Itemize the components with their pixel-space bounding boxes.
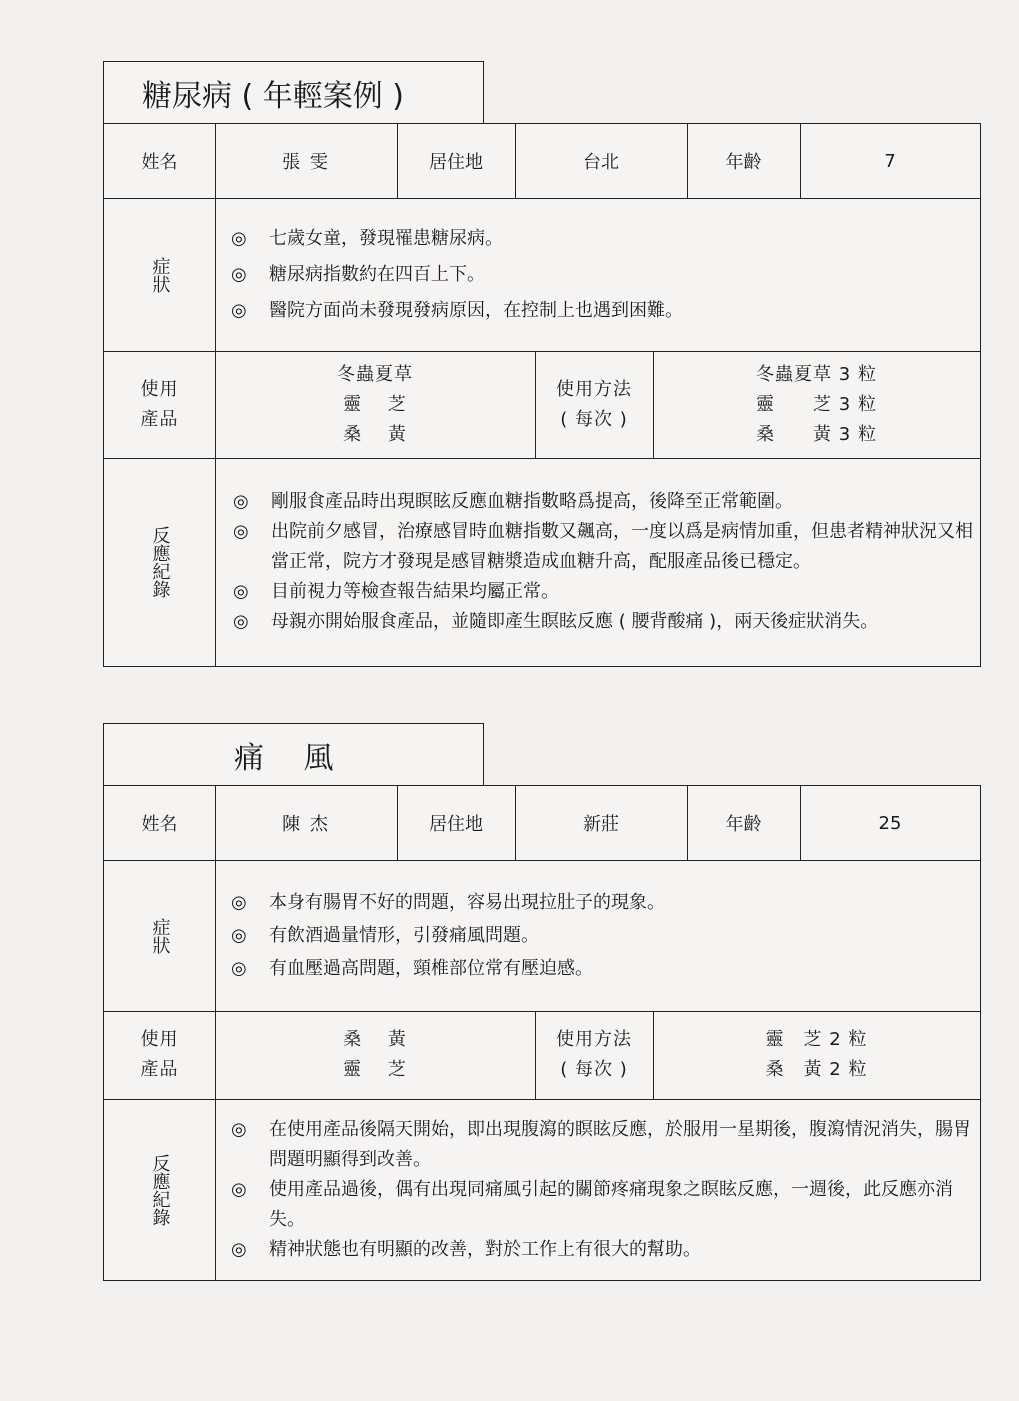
case1-symptom-text: 七歲女童，發現罹患糖尿病。 bbox=[269, 227, 503, 249]
case1-reaction-text: 剛服食產品時出現瞑眩反應血糖指數略爲提高，後降至正常範圍。 bbox=[271, 491, 793, 512]
bullet-icon: ◎ bbox=[231, 925, 247, 946]
case2-symptom-item bbox=[231, 952, 980, 985]
case1-products-label-2: 產品 bbox=[140, 408, 179, 430]
case2-title-box bbox=[103, 723, 484, 787]
case2-dosage-item: 桑 黃 2 粒 bbox=[765, 1059, 868, 1080]
case1-products-label-1: 使用 bbox=[140, 378, 179, 400]
case2-reaction-text: 精神狀態也有明顯的改善，對於工作上有很大的幫助。 bbox=[269, 1238, 701, 1260]
case1-info-row bbox=[104, 124, 980, 199]
case2-symptom-text: 有血壓過高問題，頸椎部位常有壓迫感。 bbox=[269, 958, 593, 979]
case2-residence-label: 居住地 bbox=[397, 786, 516, 860]
case2-reaction-text: 使用產品過後，偶有出現同痛風引起的關節疼痛現象之瞑眩反應，一週後，此反應亦消失。 bbox=[269, 1178, 953, 1230]
case2-age-value: 25 bbox=[878, 812, 902, 834]
case1-reaction-text: 母親亦開始服食產品，並隨即產生瞑眩反應 ( 腰背酸痛 )，兩天後症狀消失。 bbox=[271, 611, 879, 632]
case2-age-label: 年齡 bbox=[687, 786, 801, 860]
case1-age-value: 7 bbox=[884, 150, 896, 172]
case1-symptom-item bbox=[231, 293, 980, 329]
case1-symptom-item bbox=[231, 257, 980, 293]
case1-symptom-text: 糖尿病指數約在四百上下。 bbox=[269, 263, 485, 285]
bullet-icon: ◎ bbox=[233, 491, 249, 512]
case1-reaction-item bbox=[233, 607, 980, 637]
bullet-icon: ◎ bbox=[231, 1178, 247, 1200]
case2-symptom-item bbox=[231, 919, 980, 952]
bullet-icon: ◎ bbox=[231, 299, 247, 321]
bullet-icon: ◎ bbox=[233, 581, 249, 602]
case1-reaction-label: 反應紀錄 bbox=[149, 526, 171, 598]
case1-reaction-item bbox=[233, 577, 980, 607]
bullet-icon: ◎ bbox=[231, 1238, 247, 1260]
case2-product-item: 靈 芝 bbox=[343, 1059, 407, 1080]
case2-residence-value: 新莊 bbox=[515, 786, 688, 860]
case2-reaction-text: 在使用產品後隔天開始，即出現腹瀉的瞑眩反應，於服用一星期後，腹瀉情況消失，腸胃問題明顯得到改善。 bbox=[269, 1118, 971, 1170]
case2-title: 痛 風 bbox=[234, 741, 334, 776]
case2-dosage-item: 靈 芝 2 粒 bbox=[765, 1029, 868, 1050]
case2-products-row bbox=[104, 1011, 980, 1100]
bullet-icon: ◎ bbox=[231, 227, 247, 249]
case1-card bbox=[103, 123, 981, 667]
case1-title-box bbox=[103, 61, 484, 125]
case2-name-value: 陳 杰 bbox=[215, 786, 398, 860]
case2-info-row bbox=[104, 786, 980, 861]
case2-reaction-label: 反應紀錄 bbox=[149, 1153, 171, 1226]
bullet-icon: ◎ bbox=[233, 521, 249, 542]
case1-products-row bbox=[104, 351, 980, 459]
case1-product-item: 桑 黃 bbox=[343, 423, 407, 445]
case1-dosage-item: 冬蟲夏草 3 粒 bbox=[756, 363, 877, 385]
case2-reaction-item bbox=[231, 1115, 980, 1175]
case1-name-value: 張 雯 bbox=[215, 124, 398, 198]
case2-symptoms-label: 症狀 bbox=[149, 917, 171, 954]
case2-products-label-2: 產品 bbox=[140, 1059, 179, 1080]
case2-reaction-item bbox=[231, 1235, 980, 1265]
case1-residence-value: 台北 bbox=[515, 124, 688, 198]
bullet-icon: ◎ bbox=[231, 263, 247, 285]
case1-method-label-2: ( 每次 ) bbox=[560, 408, 628, 430]
case2-method-label-1: 使用方法 bbox=[556, 1029, 632, 1050]
case1-title: 糖尿病 ( 年輕案例 ) bbox=[142, 79, 405, 114]
bullet-icon: ◎ bbox=[231, 892, 247, 913]
case1-name-label: 姓名 bbox=[104, 124, 216, 198]
bullet-icon: ◎ bbox=[231, 1118, 247, 1140]
case1-symptoms-row bbox=[104, 198, 980, 352]
case1-symptoms-label: 症狀 bbox=[149, 256, 171, 293]
case2-products-label-1: 使用 bbox=[140, 1029, 179, 1050]
case1-dosage-item: 桑 黃 3 粒 bbox=[756, 423, 877, 445]
bullet-icon: ◎ bbox=[231, 958, 247, 979]
case1-reaction-item bbox=[233, 487, 980, 517]
case2-symptoms-row bbox=[104, 860, 980, 1012]
case2-symptom-item bbox=[231, 886, 980, 919]
case1-product-item: 冬蟲夏草 bbox=[337, 363, 413, 385]
case2-product-item: 桑 黃 bbox=[343, 1029, 407, 1050]
case1-reactions-row bbox=[104, 458, 980, 666]
case1-reaction-item bbox=[233, 517, 980, 577]
case2-symptom-text: 本身有腸胃不好的問題，容易出現拉肚子的現象。 bbox=[269, 892, 665, 913]
case1-reaction-text: 出院前夕感冒，治療感冒時血糖指數又飆高，一度以爲是病情加重，但患者精神狀況又相當正常，院方才發現是感冒糖漿造成血糖升高，配服產品後已穩定。 bbox=[271, 521, 973, 572]
case2-reaction-item bbox=[231, 1175, 980, 1235]
case2-method-label-2: ( 每次 ) bbox=[560, 1059, 628, 1080]
case1-product-item: 靈 芝 bbox=[343, 393, 407, 415]
case1-symptom-text: 醫院方面尚未發現發病原因，在控制上也遇到困難。 bbox=[269, 299, 683, 321]
case2-card bbox=[103, 785, 981, 1281]
case2-symptom-text: 有飲酒過量情形，引發痛風問題。 bbox=[269, 925, 539, 946]
case2-name-label: 姓名 bbox=[104, 786, 216, 860]
case2-reactions-row bbox=[104, 1099, 980, 1280]
case1-method-label-1: 使用方法 bbox=[556, 378, 632, 400]
case1-residence-label: 居住地 bbox=[397, 124, 516, 198]
case1-reaction-text: 目前視力等檢查報告結果均屬正常。 bbox=[271, 581, 559, 602]
case1-dosage-item: 靈 芝 3 粒 bbox=[756, 393, 877, 415]
bullet-icon: ◎ bbox=[233, 611, 249, 632]
case1-symptom-item bbox=[231, 221, 980, 257]
case1-age-label: 年齡 bbox=[687, 124, 801, 198]
